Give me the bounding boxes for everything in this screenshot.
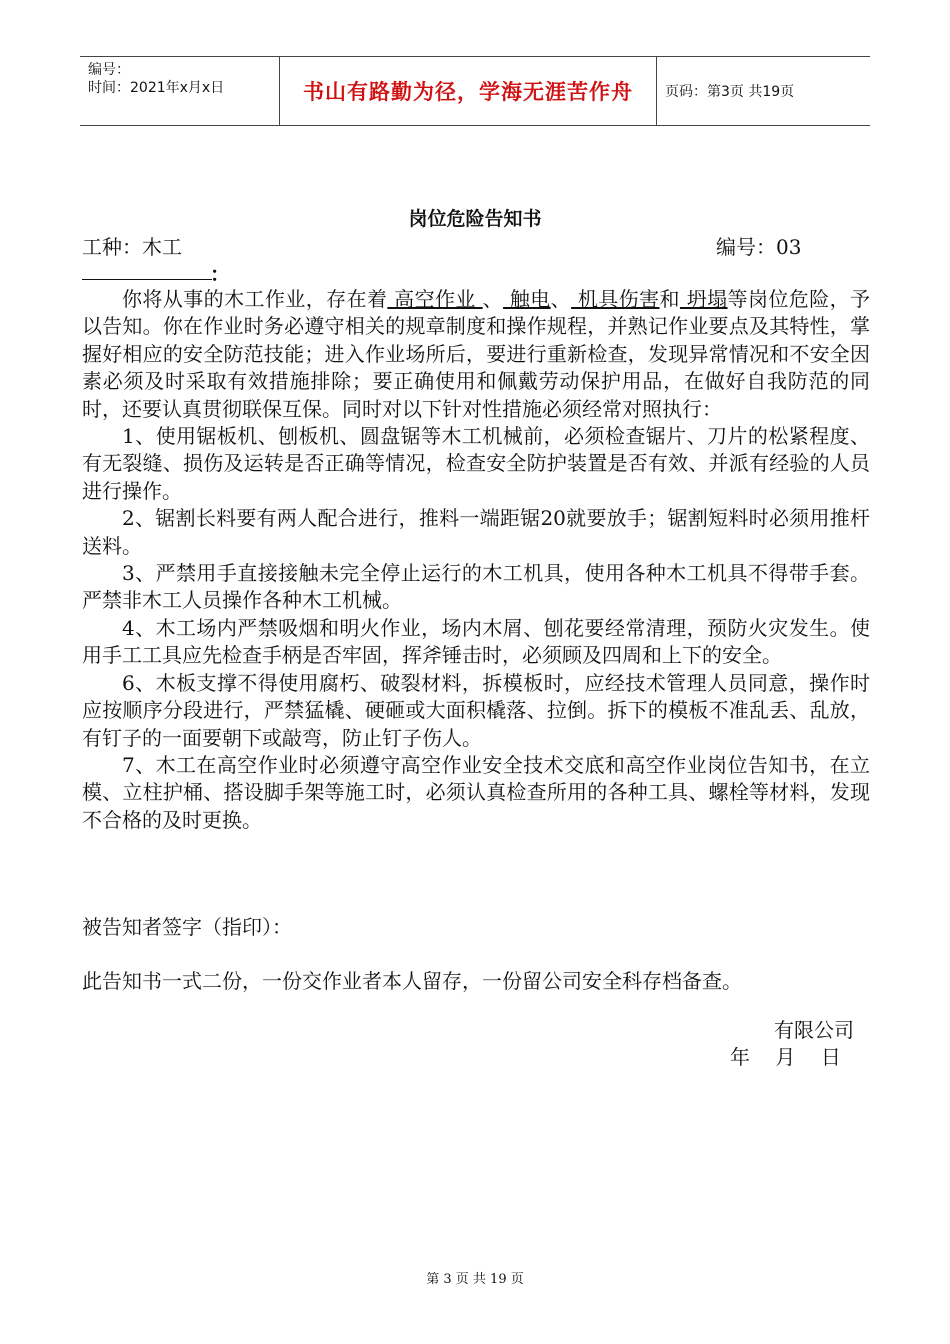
recipient-blank-line [82, 257, 212, 280]
notice-body [82, 286, 870, 834]
number-label: 编号： [88, 62, 130, 78]
header-left-cell [80, 57, 280, 125]
intro-text-end: 等岗位危险，予以告知。你在作业时务必遵守相关的规章制度和操作规程，并熟记作业要点及其特性，掌握好相应的安全防范技能；进入作业场所后，要进行重新检查，发现异常情况和不安全因素必须及时采取有效措施排除；要正确使用和佩戴劳动保护用品，在做好自我防范的同时，还要认真贯彻联保互保。同时对以下针对性措施必须经常对照执行： [82, 287, 871, 421]
doc-number-label: 编号：03 [716, 235, 802, 259]
date-line: 年 月 日 [730, 1045, 841, 1069]
time-label: 时间：2021年x月x日 [88, 80, 225, 96]
intro-paragraph [82, 286, 870, 423]
recipient-colon: ： [210, 262, 230, 286]
separator: 、 [482, 287, 504, 311]
work-type-label: 工种：木工 [82, 235, 182, 259]
signature-line: 被告知者签字（指印）： [82, 915, 292, 939]
hazard-electric-shock: 触电 [503, 287, 551, 311]
copies-note: 此告知书一式二份，一份交作业者本人留存，一份留公司安全科存档备查。 [82, 969, 742, 993]
motto-text: 书山有路勤为径，学海无涯苦作舟 [280, 57, 657, 125]
separator: 和 [659, 287, 680, 311]
measure-item: 7、木工在高空作业时必须遵守高空作业安全技术交底和高空作业岗位告知书，在立模、立柱护桶、搭设脚手架等施工时，必须认真检查所用的各种工具、螺栓等材料，发现不合格的及时更换。 [82, 752, 870, 832]
measure-item: 4、木工场内严禁吸烟和明火作业，场内木屑、刨花要经常清理，预防火灾发生。使用手工工具应先检查手柄是否牢固，挥斧锤击时，必须顾及四周和上下的安全。 [82, 615, 870, 668]
company-name: 有限公司 [774, 1018, 854, 1042]
page-title: 岗位危险告知书 [408, 208, 542, 230]
document-header [80, 56, 870, 126]
measure-item: 3、严禁用手直接接触未完全停止运行的木工机具，使用各种木工机具不得带手套。严禁非木工人员操作各种木工机械。 [82, 561, 870, 613]
measure-item: 6、木板支撑不得使用腐朽、破裂材料，拆模板时，应经技术管理人员同意，操作时应按顺序分段进行，严禁猛橇、硬砸或大面积橇落、拉倒。拆下的模板不准乱丢、乱放，有钉子的一面要朝下或敲弯，防止钉子伤人。 [82, 670, 870, 750]
separator: 、 [550, 287, 572, 311]
measure-item: 2、锯割长料要有两人配合进行，推料一端距锯20就要放手；锯割短料时必须用推杆送料。 [82, 506, 870, 558]
hazard-high-altitude: 高空作业 [387, 287, 483, 311]
hazard-collapse: 坍塌 [679, 287, 728, 311]
intro-text-start: 你将从事的木工作业，存在着 [122, 287, 388, 311]
measure-item: 1、使用锯板机、刨板机、圆盘锯等木工机械前，必须检查锯片、刀片的松紧程度、有无裂缝、损伤及运转是否正确等情况，检查安全防护装置是否有效、并派有经验的人员进行操作。 [82, 424, 870, 503]
page-footer: 第 3 页 共 19 页 [426, 1272, 524, 1287]
page-info: 页码：第3页 共19页 [665, 84, 795, 100]
hazard-machine-injury: 机具伤害 [571, 287, 660, 311]
